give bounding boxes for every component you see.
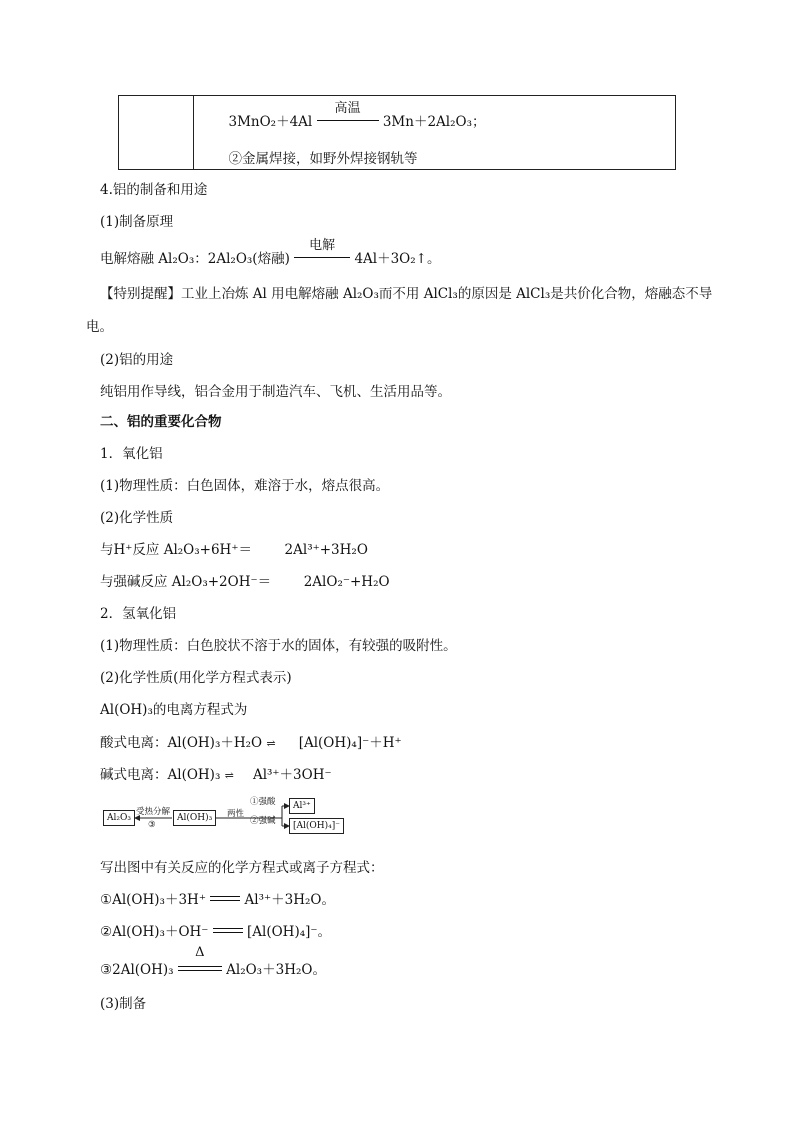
special-note-line1: 【特别提醒】工业上冶炼 Al 用电解熔融 Al₂O₃而不用 AlCl₃的原因是 AlCl₃是共价化合物，熔融态不导 — [100, 286, 713, 302]
equilibrium-arrow: ⇌ — [224, 769, 234, 782]
table-right-cell — [194, 96, 676, 170]
ionization-title: Al(OH)₃的电离方程式为 — [100, 702, 248, 718]
label-3: ③ — [148, 820, 156, 830]
oxide-base-eq: 与强碱反应 Al₂O₃+2OH⁻＝ 2AlO₂⁻+H₂O — [100, 574, 390, 590]
label-heat-decompose: 受热分解 — [136, 807, 171, 817]
base-ionization: 碱式电离：Al(OH)₃ ⇌ Al³⁺＋3OH⁻ — [100, 767, 332, 783]
special-note-line2: 电。 — [86, 319, 113, 335]
hydroxide-physical: (1)物理性质：白色胶状不溶于水的固体，有较强的吸附性。 — [100, 638, 457, 654]
table-left-cell — [119, 96, 194, 170]
welding-item: ②金属焊接，如野外焊接钢轨等 — [228, 150, 418, 167]
sub1-title: (1)制备原理 — [100, 214, 174, 230]
uses-text: 纯铝用作导线，铝合金用于制造汽车、飞机、生活用品等。 — [100, 384, 451, 400]
uses-table — [118, 95, 676, 170]
condition-label: 高温 — [334, 100, 361, 116]
condition-label: 电解 — [309, 238, 336, 253]
box-aloh4: [Al(OH)₄]⁻ — [289, 818, 344, 834]
box-al2o3: Al₂O₃ — [103, 810, 135, 826]
write-prompt: 写出图中有关反应的化学方程式或离子方程式： — [100, 860, 384, 876]
box-aloh3: Al(OH)₃ — [173, 810, 216, 826]
sub3-title: (3)制备 — [100, 996, 147, 1012]
section-4-title: 4.铝的制备和用途 — [100, 182, 208, 198]
electrolysis-equation: 电解熔融 Al₂O₃：2Al₂O₃(熔融) 电解 4Al＋3O₂↑。 — [100, 247, 440, 267]
oxide-acid-eq: 与H⁺反应 Al₂O₃+6H⁺＝ 2Al³⁺+3H₂O — [100, 542, 368, 558]
equation-2: ②Al(OH)₃＋OH⁻ [Al(OH)₄]⁻。 — [100, 924, 332, 940]
oxide-chem-title: (2)化学性质 — [100, 510, 174, 526]
label-strong-acid: ①强酸 — [250, 797, 276, 807]
hydroxide-title: 2．氢氧化铝 — [100, 606, 177, 622]
equation-3: ③2Al(OH)₃ Δ Al₂O₃＋3H₂O。 — [100, 945, 326, 978]
label-strong-base: ②强碱 — [250, 816, 276, 826]
label-amphoteric: 两性 — [227, 809, 245, 819]
part2-title: 二、铝的重要化合物 — [100, 414, 222, 430]
equation-1: ①Al(OH)₃＋3H⁺ Al³⁺＋3H₂O。 — [100, 892, 335, 908]
oxide-physical: (1)物理性质：白色固体，难溶于水，熔点很高。 — [100, 478, 390, 494]
acid-ionization: 酸式电离：Al(OH)₃＋H₂O ⇌ [Al(OH)₄]⁻＋H⁺ — [100, 735, 402, 751]
thermite-equation: 3MnO₂＋4Al 高温 3Mn＋2Al₂O₃； — [229, 110, 486, 130]
condition-label: Δ — [195, 945, 205, 960]
oxide-title: 1．氧化铝 — [100, 446, 163, 462]
equilibrium-arrow: ⇌ — [266, 737, 276, 750]
sub2-title: (2)铝的用途 — [100, 352, 174, 368]
hydroxide-chem-title: (2)化学性质(用化学方程式表示) — [100, 670, 292, 686]
box-al3plus: Al³⁺ — [289, 798, 315, 814]
